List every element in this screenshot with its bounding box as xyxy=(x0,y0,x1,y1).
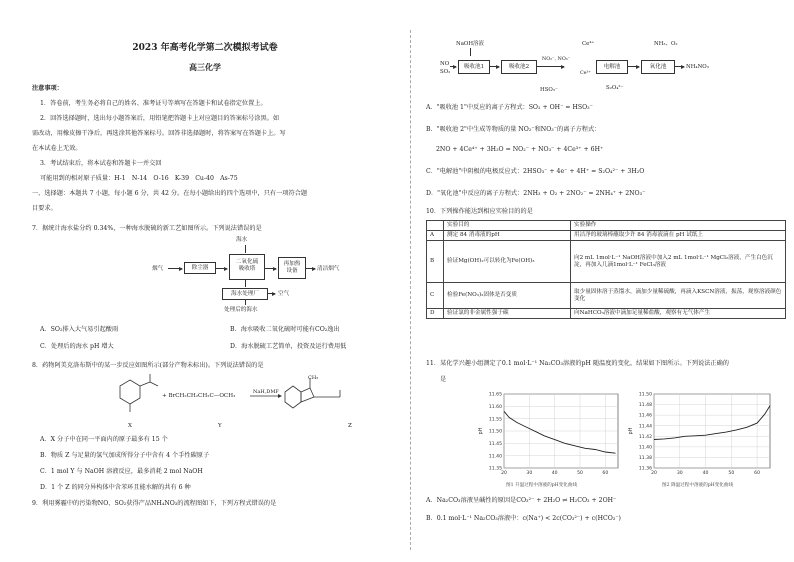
flow-absorber-box xyxy=(229,254,265,280)
flow9-naoh-arrow xyxy=(470,48,471,56)
q10-stem: 10．下列操作能达到相应实验目的的是 xyxy=(426,208,533,215)
q10-cell: C xyxy=(427,283,444,309)
q10-header-cell xyxy=(427,221,444,231)
q8-option-c: C．1 mol Y 与 NaOH 溶液反应，最多消耗 2 mol NaOH xyxy=(40,468,203,475)
y-tick-label: 11.50 xyxy=(638,392,652,398)
flow-reheat-label-1: 再加热 xyxy=(283,261,301,267)
q10-cell: 向2 mL 1mol·L⁻¹ NaOH溶液中加入2 mL 1mol·L⁻¹ MgCl₂溶液，产生白色沉淀，再加入几滴1mol·L⁻¹ FeCl₃溶液 xyxy=(571,241,786,283)
flow9-nh4no3: NH₄NO₃ xyxy=(686,64,709,70)
notice-3: 3．考试结束后，将本试卷和答题卡一并交回 xyxy=(40,160,162,167)
q8-condition: NaH,DMF xyxy=(253,389,279,395)
q8-stem: 8．药物阿美克洛布斯中的某一步反应如图所示(部分产物未标出)。下列说法错误的是 xyxy=(32,362,264,369)
q8-option-a: A．X 分子中在同一平面内的原子最多有 15 个 xyxy=(40,436,168,443)
flow9-arrow-out xyxy=(674,66,684,67)
flow9-abs2-label: 吸收池2 xyxy=(508,64,530,70)
flow-air-label: 空气 xyxy=(278,291,290,297)
plot-frame xyxy=(654,394,770,468)
flow-absorber-label-2: 吸收塔 xyxy=(238,265,256,272)
ph-series-line xyxy=(504,411,616,453)
y-tick-label: 11.36 xyxy=(638,466,652,472)
y-tick-label: 11.60 xyxy=(488,404,502,410)
q10-cell: 用洁净的玻璃棒蘸取少许 84 消毒液滴在 pH 试纸上 xyxy=(571,231,786,241)
flow9-ox-box xyxy=(641,60,675,74)
q7-option-d: D．海水脱硫工艺简单，投资及运行费用低 xyxy=(230,343,347,350)
y-tick-label: 11.48 xyxy=(638,403,652,409)
y-tick-label: 11.65 xyxy=(488,392,502,398)
y-axis-label: pH xyxy=(478,427,484,435)
flow-dust-box xyxy=(184,262,216,274)
x-tick-label: 60 xyxy=(754,471,761,476)
chart1-caption: 图1 升温过程中溶液的pH变化曲线 xyxy=(506,483,578,488)
q8-label-z: Z xyxy=(348,423,352,429)
y-tick-label: 11.44 xyxy=(638,424,652,430)
flow9-arrow-1 xyxy=(489,66,499,67)
q11-stem-2: 是 xyxy=(440,376,447,383)
flow-after-label: 处理后的海水 xyxy=(224,307,258,313)
notice-1: 1．答卷前，考生务必将自己的姓名、准考证号等填写在答题卡和试卷指定位置上。 xyxy=(40,100,267,107)
molecule-x xyxy=(120,374,158,412)
flow-arrow-3 xyxy=(264,268,276,269)
q9-option-d: D．"氧化池"中反应的离子方程式：2NH₃ + O₂ + 2NO₂⁻ = 2NH₄⁺ + 2NO₃⁻ xyxy=(426,190,646,197)
q10-header-cell: 实验操作 xyxy=(571,221,786,231)
q8-label-y: Y xyxy=(218,423,222,429)
notice-2c: 在本试卷上无效。 xyxy=(32,145,82,152)
q11-option-a: A．Na₂CO₃溶液呈碱性的原因是CO₃²⁻ + 2H₂O ⇌ H₂CO₃ + 2OH⁻ xyxy=(426,497,617,504)
q11-stem: 11．某化学兴趣小组测定了0.1 mol·L⁻¹ Na₂CO₃溶液的pH 随温度的变化，结果如下图所示。下列说法正确的 xyxy=(426,360,729,367)
flow9-elec-label: 电解池 xyxy=(603,64,621,70)
section-heading: 一、选择题：本题共 7 小题，每小题 6 分，共 42 分。在每小题给出的四个选项中，只有一项符合题 xyxy=(32,190,308,197)
q9-option-c: C．"电解池"中阴极的电极反应式：2HSO₃⁻ + 4e⁻ + 4H⁺ = S₂O₄²⁻ + 3H₂O xyxy=(426,168,645,175)
q10-cell: B xyxy=(427,241,444,283)
flow9-no2no3: NO₂⁻, NO₃⁻ xyxy=(542,57,571,62)
y-tick-label: 11.45 xyxy=(488,441,502,447)
q7-option-a: A．SO₂排入大气易引起酸雨 xyxy=(40,326,119,333)
q8-option-d: D．1 个 Z 的同分异构体中含苯环且能水解的共有 6 种 xyxy=(40,484,191,491)
y-tick-label: 11.46 xyxy=(638,413,652,419)
q9-stem: 9．利用雾霾中的污染物NO、SO₂获得产品NH₄NO₃的流程图如下，下列方程式错误的是 xyxy=(32,500,277,507)
flow9-elec-box xyxy=(596,60,628,74)
x-tick-label: 20 xyxy=(651,471,657,476)
flow9-no: NO xyxy=(440,61,450,67)
q9-option-b: B．"吸收池 2"中生成等物质的量 NO₂⁻和NO₃⁻的离子方程式： xyxy=(426,126,601,133)
flow-dust-label: 除尘器 xyxy=(191,265,209,271)
y-tick-label: 11.38 xyxy=(638,456,652,462)
ph-series-line xyxy=(654,406,770,440)
q10-cell: 验证Mg(OH)₂可以转化为Fe(OH)₃ xyxy=(444,241,571,283)
flow-seawater-label: 海水 xyxy=(236,237,248,243)
flow-flue-label: 烟气 xyxy=(152,266,164,272)
q10-cell: 向NaHCO₃溶液中滴加足量稀盐酸，观察有无气体产生 xyxy=(571,309,786,319)
q10-table xyxy=(426,220,786,319)
flow9-arrow-in xyxy=(450,66,456,67)
q10-cell: 验证氯的非金属性强于碳 xyxy=(444,309,571,319)
q10-header-cell: 实验目的 xyxy=(444,221,571,231)
q8-ch3: CH₃ xyxy=(308,375,319,381)
flow9-abs1-label: 吸收池1 xyxy=(463,64,485,70)
q9-option-a: A．"吸收池 1"中反应的离子方程式：SO₂ + OH⁻ = HSO₃⁻ xyxy=(426,104,593,111)
notice-2b: 需改动，用橡皮擦干净后，再选涂其他答案标号。回答非选择题时，将答案写在答题卡上。写 xyxy=(32,130,286,137)
flow9-naoh: NaOH溶液 xyxy=(456,41,484,47)
flow-arrow-1 xyxy=(168,268,182,269)
q9-option-b-eq: 2NO + 4Ce⁴⁺ + 3H₂O = NO₂⁻ + NO₃⁻ + 4Ce³⁺ + 6H⁺ xyxy=(436,146,604,153)
molecule-z xyxy=(285,378,340,408)
q7-stem: 7．据统计海水盐分约 0.34%，一种海水脱硫的新工艺如图所示。下列说法错误的是 xyxy=(32,225,262,232)
flow-arrow-seawater xyxy=(245,245,246,253)
q11-chart-1 xyxy=(474,388,624,482)
q11-chart-2 xyxy=(624,388,776,482)
flow9-hso3: HSO₃⁻ xyxy=(540,87,558,93)
x-tick-label: 40 xyxy=(702,471,709,476)
flow-arrow-down xyxy=(245,279,246,287)
x-tick-label: 30 xyxy=(676,471,683,476)
section-heading-2: 目要求。 xyxy=(32,205,57,212)
y-tick-label: 11.35 xyxy=(488,466,502,472)
y-tick-label: 11.40 xyxy=(638,445,652,451)
y-tick-label: 11.42 xyxy=(638,434,652,440)
q8-reagent-y: + BrCH₂CH₂CH₂C—OCH₃ xyxy=(162,393,236,399)
q10-cell: 测定 84 消毒液的pH xyxy=(444,231,571,241)
flow-reheat-box xyxy=(278,257,306,279)
q10-table-header xyxy=(427,221,786,231)
flow-arrow-air xyxy=(267,293,275,294)
q8-label-x: X xyxy=(128,423,132,429)
flow9-s2o4: S₂O₄²⁻ xyxy=(606,85,624,91)
exam-subtitle: 高三化学 xyxy=(189,62,221,72)
flow-arrow-2 xyxy=(215,268,227,269)
x-tick-label: 30 xyxy=(526,471,533,476)
y-tick-label: 11.40 xyxy=(488,454,502,460)
q8-option-b: B．物质 Z 与足量的氢气加成所得分子中含有 4 个手性碳原子 xyxy=(40,452,210,459)
flow9-ce3: Ce³⁺ xyxy=(580,71,591,76)
y-tick-label: 11.50 xyxy=(488,429,502,435)
q10-cell: A xyxy=(427,231,444,241)
flow9-ox-label: 氧化池 xyxy=(649,64,667,70)
right-column xyxy=(410,0,794,562)
q7-option-b: B．海水吸收二氧化硫时可能有CO₂逸出 xyxy=(230,326,340,333)
x-tick-label: 50 xyxy=(728,471,735,476)
notice-heading: 注意事项： xyxy=(32,85,63,92)
flow9-arrow-2 xyxy=(536,66,564,67)
flow9-so2: SO₂ xyxy=(440,69,451,75)
q10-cell: D xyxy=(427,309,444,319)
x-tick-label: 20 xyxy=(501,471,507,476)
y-axis-label: pH xyxy=(628,427,634,435)
x-tick-label: 50 xyxy=(577,471,583,476)
flow-reheat-label-2: 设备 xyxy=(286,267,298,274)
q8-reaction-structures xyxy=(100,372,400,424)
table-row xyxy=(427,283,786,309)
x-tick-label: 60 xyxy=(602,471,609,476)
chart2-caption: 图2 降温过程中溶液的pH变化曲线 xyxy=(662,483,734,488)
flow9-abs1-box xyxy=(458,60,490,74)
atomic-masses: 可能用到的相对原子质量：H-1 N-14 O-16 K-39 Cu-40 As-75 xyxy=(40,175,238,182)
table-row xyxy=(427,309,786,319)
flow9-abs2-box xyxy=(501,60,537,74)
flow-treat-label: 海水处理厂 xyxy=(231,291,259,297)
flow9-nh3o2: NH₃、O₂ xyxy=(654,41,678,47)
flow-arrow-4 xyxy=(305,268,315,269)
flow-clean-label: 清洁烟气 xyxy=(317,266,340,272)
flow9-ce4: Ce⁴⁺ xyxy=(582,41,595,47)
flow-absorber-label-1: 二氧化硫 xyxy=(235,259,259,265)
flow-arrow-out xyxy=(245,299,246,305)
table-row xyxy=(427,241,786,283)
q10-cell: 检验Fe(NO₃)₂固体是否变质 xyxy=(444,283,571,309)
q11-option-b: B．0.1 mol·L⁻¹ Na₂CO₃溶液中：c(Na⁺) < 2c(CO₃²⁻) + c(HCO₃⁻) xyxy=(426,515,621,522)
exam-title: 2023 年高考化学第二次模拟考试卷 xyxy=(132,43,278,53)
q7-option-c: C．处理后的海水 pH 增大 xyxy=(40,343,114,350)
x-tick-label: 40 xyxy=(551,471,558,476)
q10-cell: 取少量固体溶于蒸馏水，滴加少量稀硫酸，再滴入KSCN溶液，振荡，观察溶液颜色变化 xyxy=(571,283,786,309)
flow9-arrow-3 xyxy=(627,66,639,67)
notice-2: 2．回答选择题时，选出每小题答案后，用铅笔把答题卡上对应题目的答案标号涂黑。如 xyxy=(40,115,280,122)
table-row xyxy=(427,231,786,241)
y-tick-label: 11.55 xyxy=(488,417,502,423)
